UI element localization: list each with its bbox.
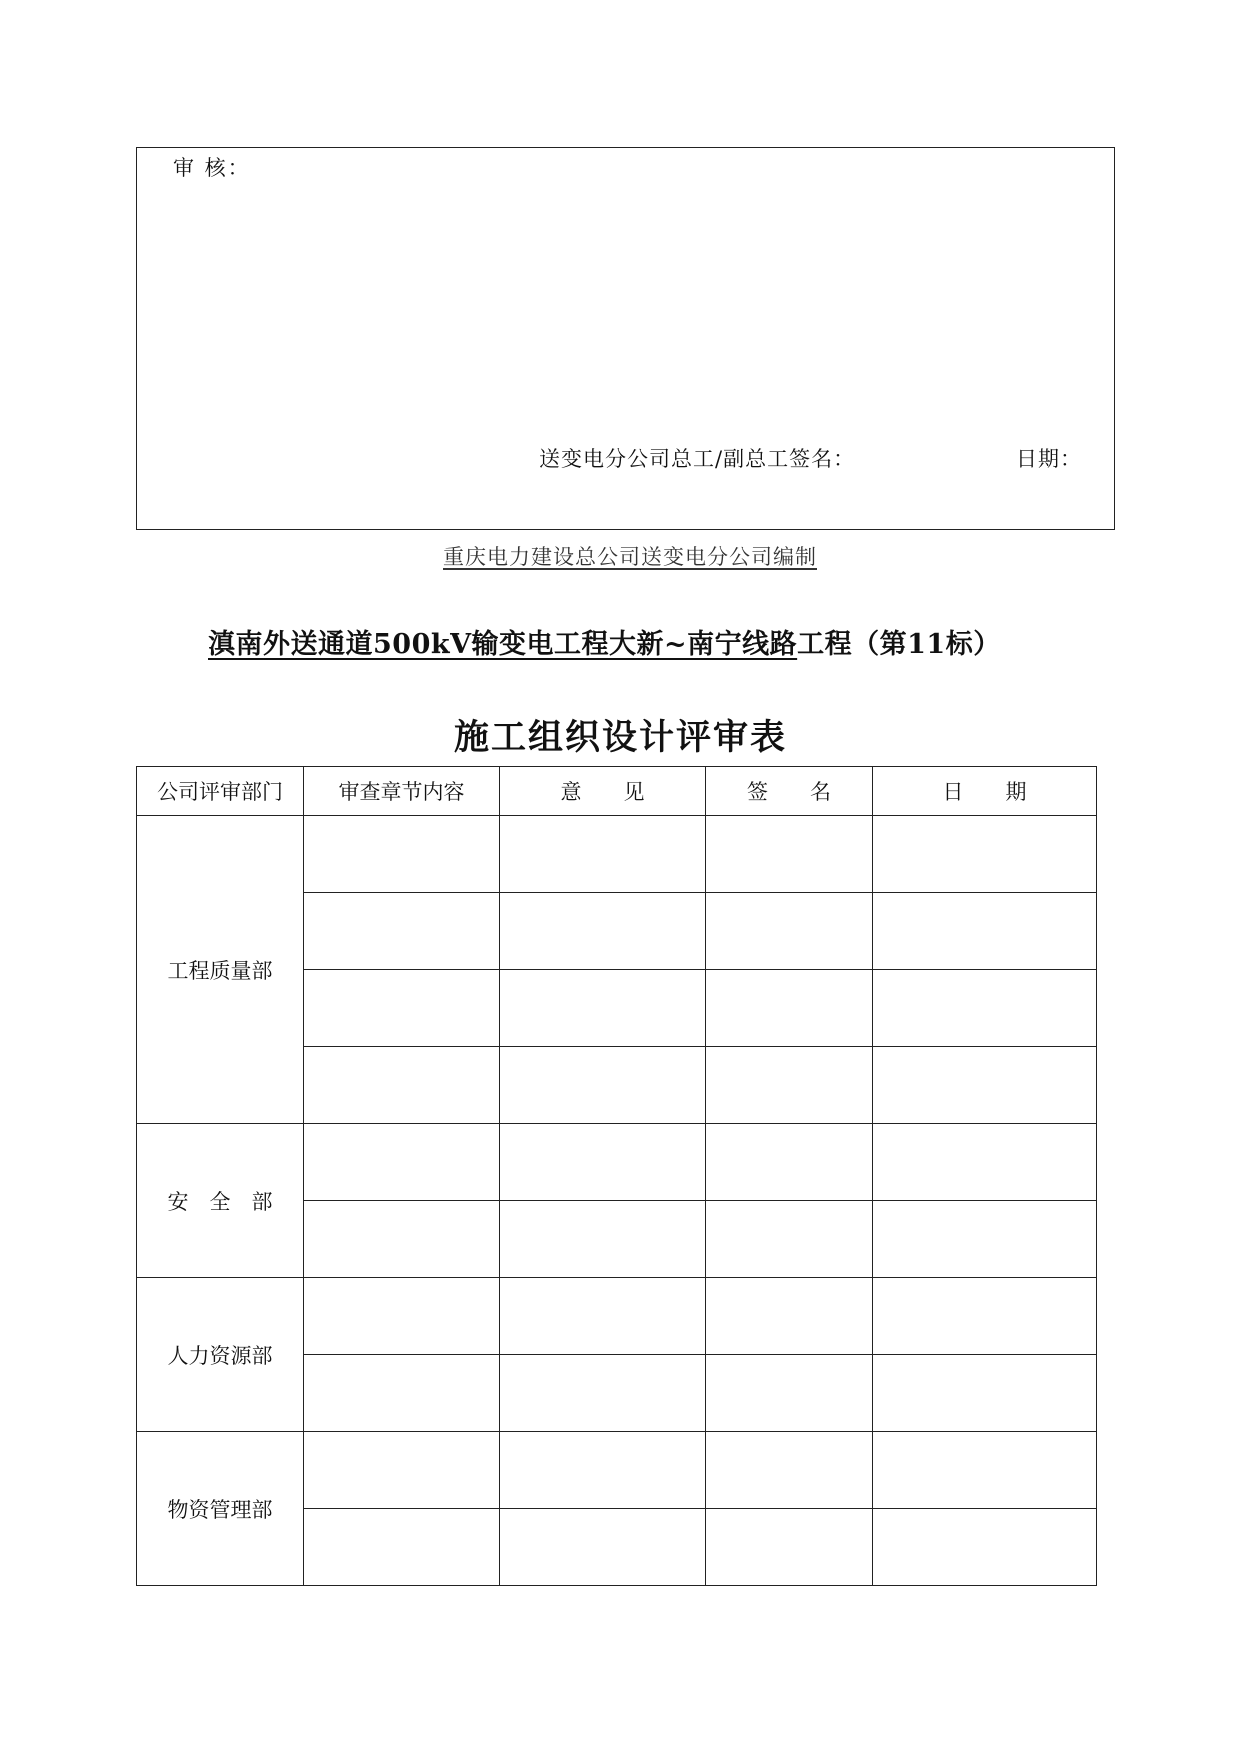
cell-date[interactable] xyxy=(873,1124,1097,1201)
cell-opinion[interactable] xyxy=(500,1509,706,1586)
project-title xyxy=(208,622,1001,661)
header-chapter: 审查章节内容 xyxy=(304,767,500,816)
table-row xyxy=(137,1278,1097,1355)
cell-opinion[interactable] xyxy=(500,816,706,893)
cell-opinion[interactable] xyxy=(500,970,706,1047)
cell-date[interactable] xyxy=(873,970,1097,1047)
signature-label: 送变电分公司总工/副总工签名： xyxy=(539,447,856,471)
cell-signature[interactable] xyxy=(706,1432,873,1509)
cell-chapter[interactable] xyxy=(304,1047,500,1124)
review-label: 审 核： xyxy=(173,156,251,180)
cell-chapter[interactable] xyxy=(304,1201,500,1278)
cell-date[interactable] xyxy=(873,816,1097,893)
review-table xyxy=(136,766,1097,1586)
cell-signature[interactable] xyxy=(706,970,873,1047)
cell-signature[interactable] xyxy=(706,816,873,893)
cell-signature[interactable] xyxy=(706,1355,873,1432)
cell-opinion[interactable] xyxy=(500,1355,706,1432)
compiler-line: 重庆电力建设总公司送变电分公司编制 xyxy=(443,545,817,569)
review-box xyxy=(136,147,1115,530)
cell-date[interactable] xyxy=(873,1509,1097,1586)
cell-date[interactable] xyxy=(873,1047,1097,1124)
dept-safety: 安 全 部 xyxy=(137,1124,304,1278)
cell-opinion[interactable] xyxy=(500,1278,706,1355)
dept-hr: 人力资源部 xyxy=(137,1278,304,1432)
header-signature: 签 名 xyxy=(706,767,873,816)
cell-chapter[interactable] xyxy=(304,816,500,893)
cell-chapter[interactable] xyxy=(304,1124,500,1201)
cell-opinion[interactable] xyxy=(500,1124,706,1201)
cell-chapter[interactable] xyxy=(304,1432,500,1509)
cell-signature[interactable] xyxy=(706,1201,873,1278)
cell-chapter[interactable] xyxy=(304,1278,500,1355)
table-row xyxy=(137,816,1097,893)
project-title-rest: 工程（第11标） xyxy=(797,629,1001,660)
cell-opinion[interactable] xyxy=(500,1201,706,1278)
cell-date[interactable] xyxy=(873,1432,1097,1509)
cell-date[interactable] xyxy=(873,893,1097,970)
cell-signature[interactable] xyxy=(706,1509,873,1586)
cell-date[interactable] xyxy=(873,1278,1097,1355)
cell-opinion[interactable] xyxy=(500,893,706,970)
cell-signature[interactable] xyxy=(706,1124,873,1201)
cell-date[interactable] xyxy=(873,1201,1097,1278)
cell-date[interactable] xyxy=(873,1355,1097,1432)
table-row xyxy=(137,1124,1097,1201)
table-header-row xyxy=(137,767,1097,816)
cell-opinion[interactable] xyxy=(500,1047,706,1124)
header-department: 公司评审部门 xyxy=(137,767,304,816)
cell-chapter[interactable] xyxy=(304,1355,500,1432)
cell-signature[interactable] xyxy=(706,893,873,970)
cell-chapter[interactable] xyxy=(304,893,500,970)
cell-signature[interactable] xyxy=(706,1047,873,1124)
dept-quality: 工程质量部 xyxy=(137,816,304,1124)
cell-signature[interactable] xyxy=(706,1278,873,1355)
project-title-underlined: 滇南外送通道500kV输变电工程大新~南宁线路 xyxy=(208,629,798,660)
cell-opinion[interactable] xyxy=(500,1432,706,1509)
dept-materials: 物资管理部 xyxy=(137,1432,304,1586)
header-opinion: 意 见 xyxy=(500,767,706,816)
cell-chapter[interactable] xyxy=(304,970,500,1047)
cell-chapter[interactable] xyxy=(304,1509,500,1586)
form-title: 施工组织设计评审表 xyxy=(453,717,787,758)
table-row xyxy=(137,1432,1097,1509)
date-label: 日期： xyxy=(1016,447,1082,471)
header-date: 日 期 xyxy=(873,767,1097,816)
